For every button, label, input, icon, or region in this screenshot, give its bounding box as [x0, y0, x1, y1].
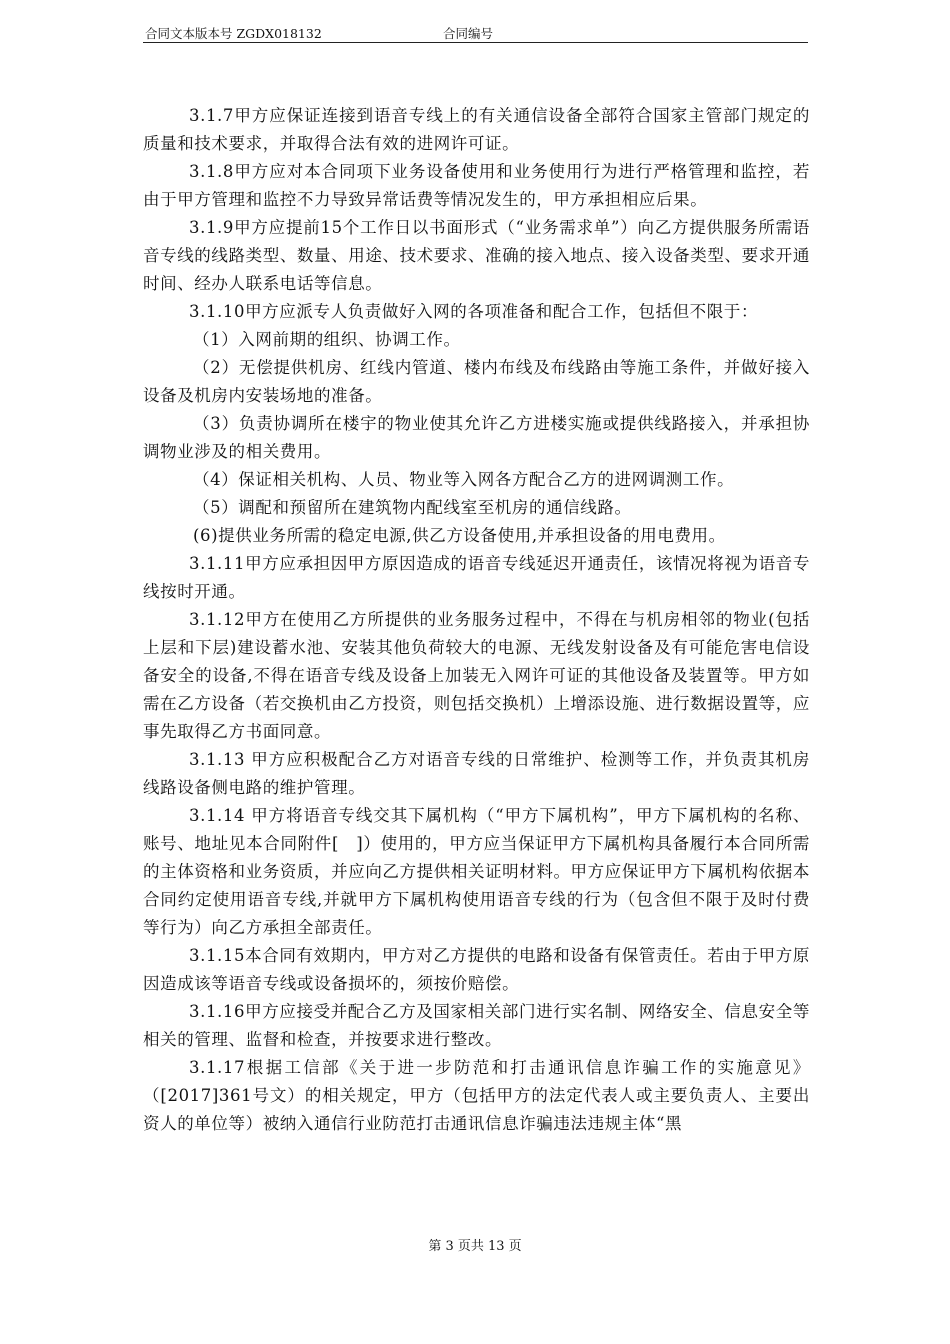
clause-3-1-7: 3.1.7甲方应保证连接到语音专线上的有关通信设备全部符合国家主管部门规定的质量和技术要求，并取得合法有效的进网许可证。 [143, 106, 810, 153]
clause-3-1-15: 3.1.15本合同有效期内，甲方对乙方提供的电路和设备有保管责任。若由于甲方原因造成该等语音专线或设备损坏的，须按价赔偿。 [143, 946, 810, 993]
page-header [143, 22, 808, 43]
clause-3-1-17: 3.1.17根据工信部《关于进一步防范和打击通讯信息诈骗工作的实施意见》（[2017]361号文）的相关规定，甲方（包括甲方的法定代表人或主要负责人、主要出资人的单位等）被纳入通信行业防范打击通讯信息诈骗违法违规主体“黑 [143, 1058, 810, 1133]
clause-3-1-9: 3.1.9甲方应提前15个工作日以书面形式（“业务需求单”）向乙方提供服务所需语音专线的线路类型、数量、用途、技术要求、准确的接入地点、接入设备类型、要求开通时间、经办人联系电话等信息。 [143, 218, 810, 293]
clause-3-1-10-item-6: (6)提供业务所需的稳定电源,供乙方设备使用,并承担设备的用电费用。 [193, 526, 726, 545]
clause-3-1-10: 3.1.10甲方应派专人负责做好入网的各项准备和配合工作，包括但不限于： [189, 302, 759, 321]
contract-number-label: 合同编号 [443, 26, 494, 41]
clause-3-1-16: 3.1.16甲方应接受并配合乙方及国家相关部门进行实名制、网络安全、信息安全等相关的管理、监督和检查，并按要求进行整改。 [143, 1002, 810, 1049]
clause-3-1-10-item-2: （2）无偿提供机房、红线内管道、楼内布线及布线路由等施工条件，并做好接入设备及机房内安装场地的准备。 [143, 358, 810, 405]
contract-version-label: 合同文本版本号 ZGDX018132 [145, 26, 322, 41]
clause-3-1-14: 3.1.14 甲方将语音专线交其下属机构（“甲方下属机构”，甲方下属机构的名称、账号、地址见本合同附件[ ]）使用的，甲方应当保证甲方下属机构具备履行本合同所需的主体资格和业务资质，并应向乙方提供相关证明材料。甲方应保证甲方下属机构依据本合同约定使用语音专线,并就甲方下属机构使用语音专线的行为（包含但不限于及时付费等行为）向乙方承担全部责任。 [143, 806, 810, 937]
clause-3-1-10-item-3: （3）负责协调所在楼宇的物业使其允许乙方进楼实施或提供线路接入，并承担协调物业涉及的相关费用。 [143, 414, 810, 461]
clause-3-1-8: 3.1.8甲方应对本合同项下业务设备使用和业务使用行为进行严格管理和监控，若由于甲方管理和监控不力导致异常话费等情况发生的，甲方承担相应后果。 [143, 162, 810, 209]
clause-3-1-10-item-4: （4）保证相关机构、人员、物业等入网各方配合乙方的进网调测工作。 [193, 470, 735, 489]
clause-3-1-11: 3.1.11甲方应承担因甲方原因造成的语音专线延迟开通责任，该情况将视为语音专线按时开通。 [143, 554, 810, 601]
clause-3-1-13: 3.1.13 甲方应积极配合乙方对语音专线的日常维护、检测等工作，并负责其机房线路设备侧电路的维护管理。 [143, 750, 810, 797]
clause-3-1-10-item-5: （5）调配和预留所在建筑物内配线室至机房的通信线路。 [193, 498, 632, 517]
page-number: 第 3 页共 13 页 [428, 1239, 522, 1254]
clause-3-1-12: 3.1.12甲方在使用乙方所提供的业务服务过程中，不得在与机房相邻的物业(包括上层和下层)建设蓄水池、安装其他负荷较大的电源、无线发射设备及有可能危害电信设备安全的设备,不得在语音专线及设备上加装无入网许可证的其他设备及装置等。甲方如需在乙方设备（若交换机由乙方投资，则包括交换机）上增添设施、进行数据设置等，应事先取得乙方书面同意。 [143, 610, 810, 741]
clause-3-1-10-item-1: （1）入网前期的组织、协调工作。 [193, 330, 461, 349]
document-body [143, 102, 810, 1138]
